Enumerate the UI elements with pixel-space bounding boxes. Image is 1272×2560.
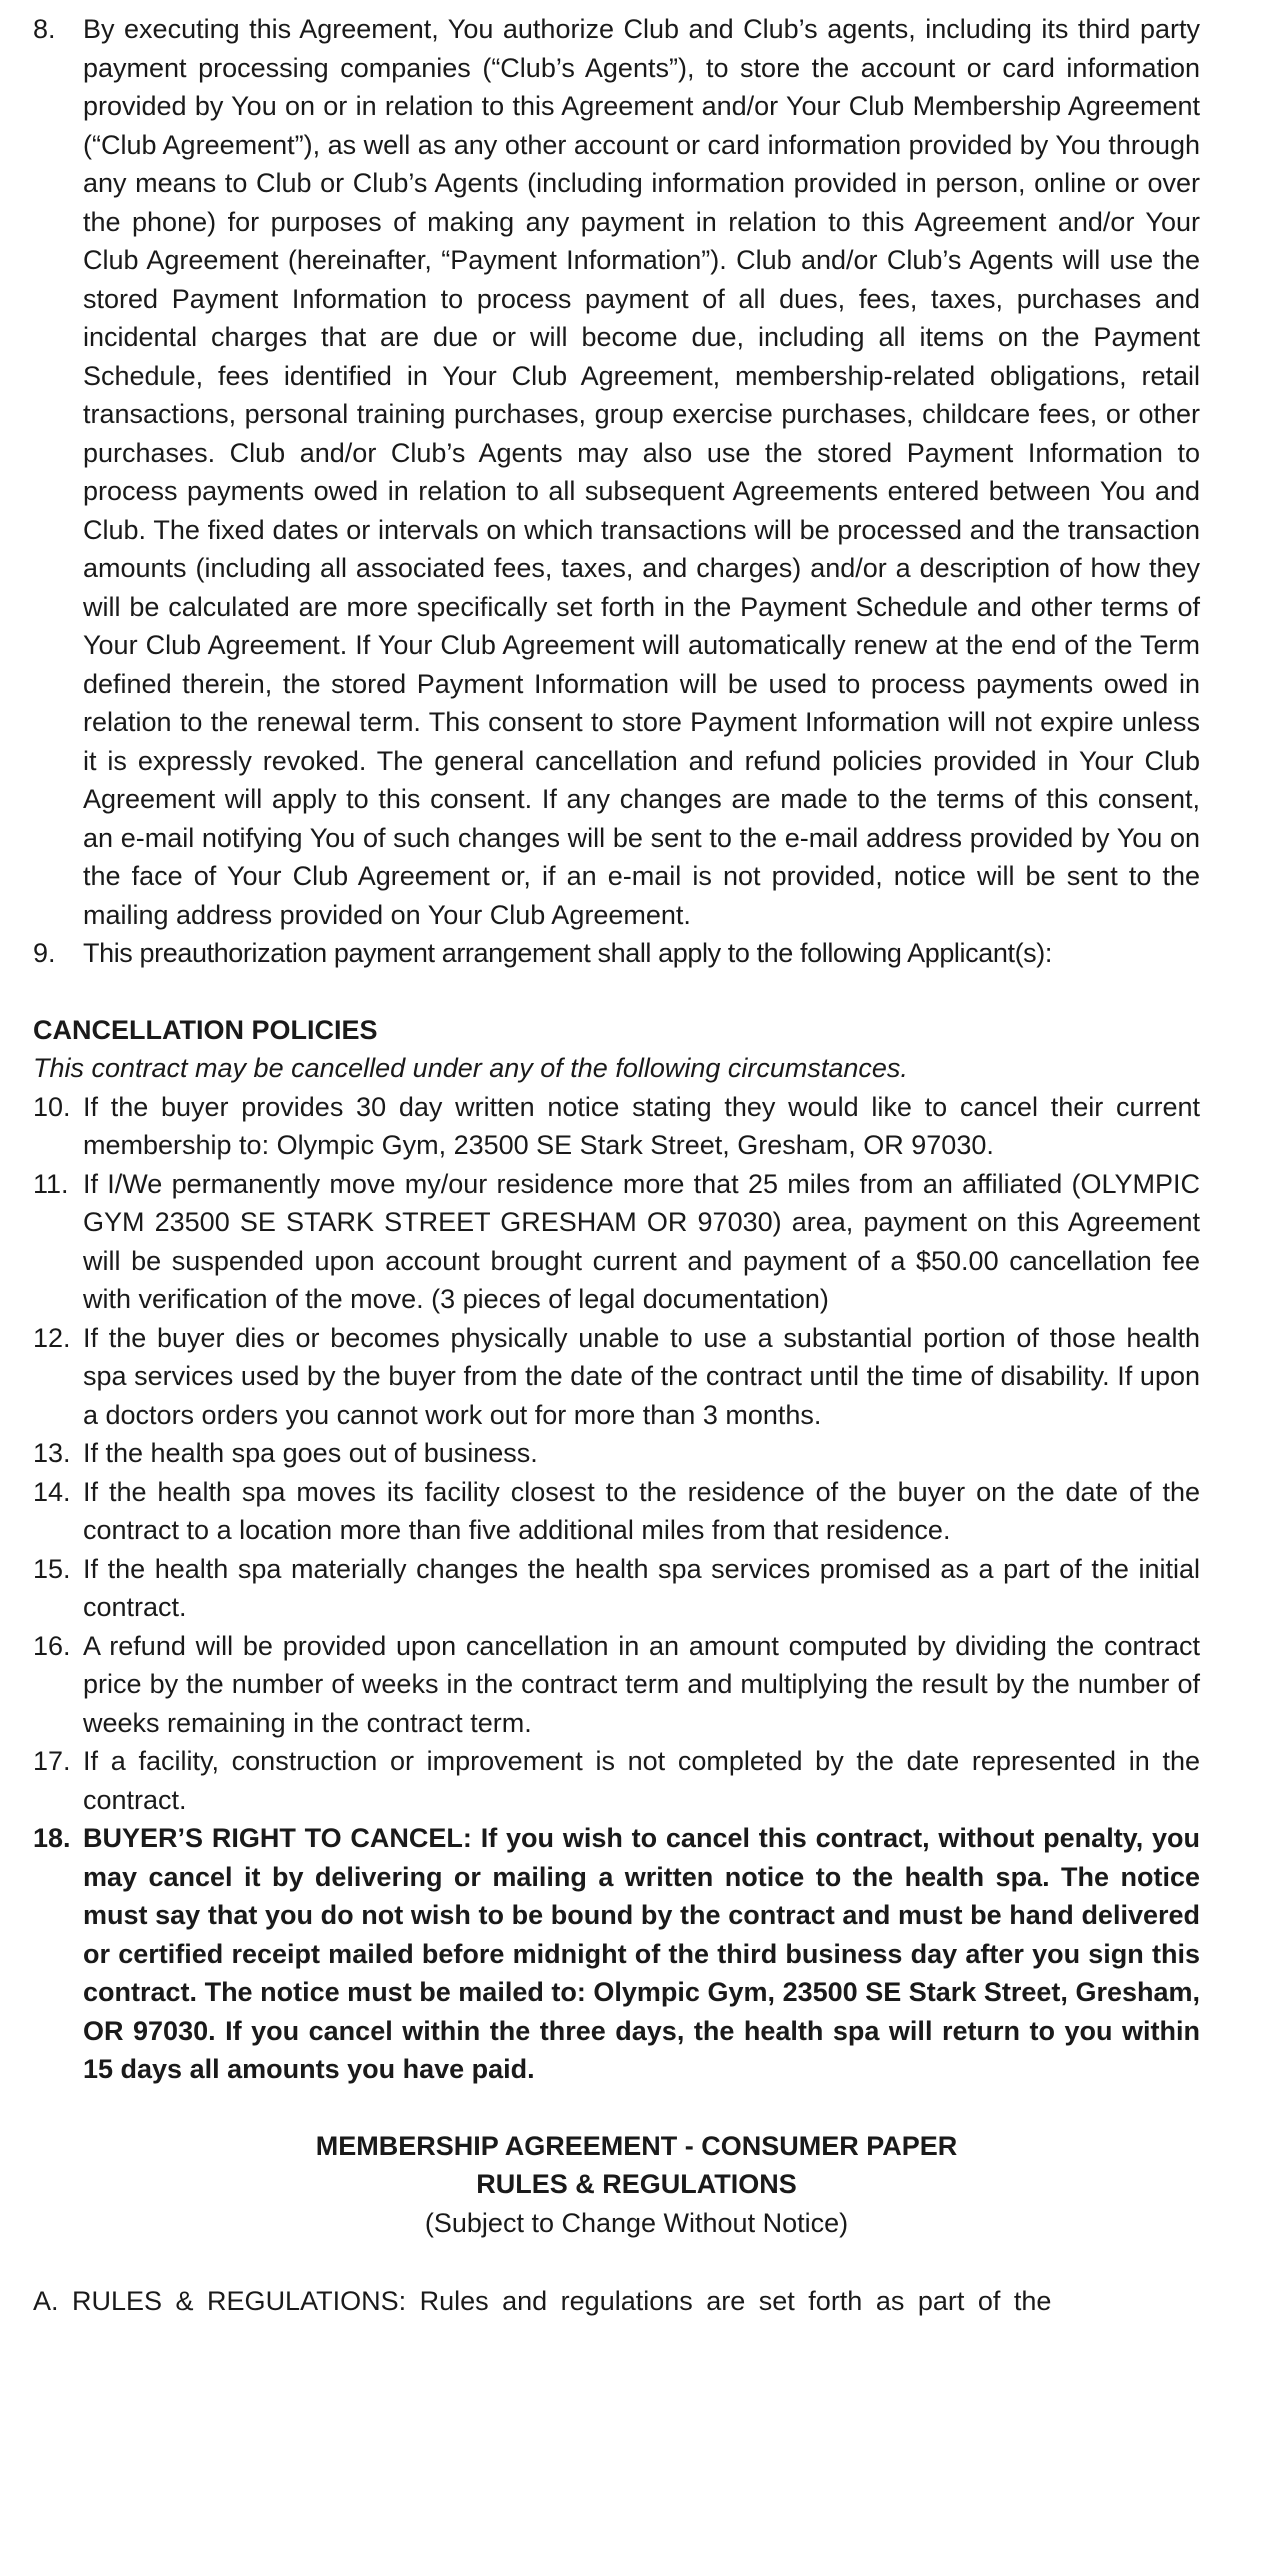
clause-text: BUYER’S RIGHT TO CANCEL: If you wish to cancel this contract, without penalty, you may cancel it by delivering or mailing a written notice to the health spa. The notice must say that you do not wish to be bound by the contract and must be hand delivered or certified receipt mailed before midnight of the third business day after you sign this contract. The notice must be mailed to: Olympic Gym, 23500 SE Stark Street, Gresham, OR 97030. If you cancel within the three days, the health spa will return to you within 15 days all amounts you have paid. (83, 1823, 1200, 2084)
clause-number: 15. (33, 1553, 71, 1584)
clause-number: 13. (33, 1438, 71, 1468)
clause-number: 11. (33, 1168, 69, 1199)
clause-number: 10. (33, 1091, 71, 1122)
clause-text: A refund will be provided upon cancellation in an amount computed by dividing the contract price by the number of weeks in the contract term and multiplying the result by the number of weeks remaining in the contract term. (83, 1630, 1200, 1738)
clause-text: If the health spa goes out of business. (83, 1438, 538, 1468)
clause-number: 9. (33, 938, 56, 968)
clause-12 (33, 1319, 1200, 1435)
clause-number: 14. (33, 1476, 71, 1507)
clause-11 (33, 1165, 1200, 1319)
clause-17 (33, 1742, 1200, 1819)
clause-10 (33, 1088, 1200, 1165)
membership-subtitle: (Subject to Change Without Notice) (424, 2207, 849, 2238)
cancellation-heading: CANCELLATION POLICIES (33, 1014, 378, 1045)
clause-text: If the health spa materially changes the health spa services promised as a part of the initial contract. (83, 1553, 1200, 1622)
clause-16 (33, 1627, 1200, 1743)
clause-text: This preauthorization payment arrangement shall apply to the following Applicant(s): (83, 938, 1052, 968)
rules-title: RULES & REGULATIONS (476, 2169, 797, 2199)
clause-number: 16. (33, 1630, 71, 1661)
clause-15 (33, 1550, 1200, 1627)
clause-14 (33, 1473, 1200, 1550)
clause-number: 17. (33, 1746, 71, 1776)
clause-text: By executing this Agreement, You authorize Club and Club’s agents, including its third party payment processing companies (“Club’s Agents”), to store the account or card information provided by You on or in relation to this Agreement and/or Your Club Membership Agreement (“Club Agreement”), as well as any other account or card information provided by You through any means to Club or Club’s Agents (including information provided in person, online or over the phone) for purposes of making any payment in relation to this Agreement and/or Your Club Agreement (hereinafter, “Payment Information”). Club and/or Club’s Agents will use the stored Payment Information to process payment of all dues, fees, taxes, purchases and incidental charges that are due or will become due, including all items on the Payment Schedule, fees identified in Your Club Agreement, membership-related obligations, retail transactions, personal training purchases, group exercise purchases, childcare fees, or other purchases. Club and/or Club’s Agents may also use the stored Payment Information to process payments owed in relation to all subsequent Agreements entered between You and Club. The fixed dates or intervals on which transactions will be processed and the transaction amounts (including all associated fees, taxes, and charges) and/or a description of how they will be calculated are more specifically set forth in the Payment Schedule and other terms of Your Club Agreement. If Your Club Agreement will automatically renew at the end of the Term defined therein, the stored Payment Information will be used to process payments owed in relation to the renewal term. This consent to store Payment Information will not expire unless it is expressly revoked. The general cancellation and refund policies provided in Your Club Agreement will apply to this consent. If any changes are made to the terms of this consent, an e-mail notifying You of such changes will be sent to the e-mail address provided by You on the face of Your Club Agreement or, if an e-mail is not provided, notice will be sent to the mailing address provided on Your Club Agreement. (83, 14, 1200, 930)
clause-8 (33, 10, 1200, 934)
rules-paragraph-a: A. RULES & REGULATIONS: Rules and regulations are set forth as part of the (33, 2286, 1052, 2316)
clause-18-right-to-cancel (33, 1819, 1200, 2089)
clause-text: If the buyer dies or becomes physically unable to use a substantial portion of those health spa services used by the buyer from the date of the contract until the time of disability. If upon a doctors orders you cannot work out for more than 3 months. (83, 1322, 1200, 1430)
clause-text: If a facility, construction or improvement is not completed by the date represented in the contract. (83, 1746, 1200, 1815)
clause-text: If I/We permanently move my/our residence more that 25 miles from an affiliated (OLYMPIC GYM 23500 SE STARK STREET GRESHAM OR 97030) area, payment on this Agreement will be suspended upon account brought current and payment of a $50.00 cancellation fee with verification of the move. (3 pieces of legal documentation) (83, 1168, 1200, 1314)
clause-number: 18. (33, 1823, 71, 1853)
clause-text: If the buyer provides 30 day written notice stating they would like to cancel their current membership to: Olympic Gym, 23500 SE Stark Street, Gresham, OR 97030. (83, 1091, 1200, 1160)
membership-title: MEMBERSHIP AGREEMENT - CONSUMER PAPER (315, 2130, 958, 2161)
cancellation-subheading: This contract may be cancelled under any of the following circumstances. (33, 1053, 908, 1083)
clause-number: 12. (33, 1322, 71, 1353)
clause-13 (33, 1434, 1200, 1473)
clause-number: 8. (33, 14, 56, 44)
clause-9 (33, 934, 1200, 973)
clause-text: If the health spa moves its facility closest to the residence of the buyer on the date of the contract to a location more than five additional miles from that residence. (83, 1476, 1200, 1545)
membership-title-block (33, 2127, 1200, 2243)
